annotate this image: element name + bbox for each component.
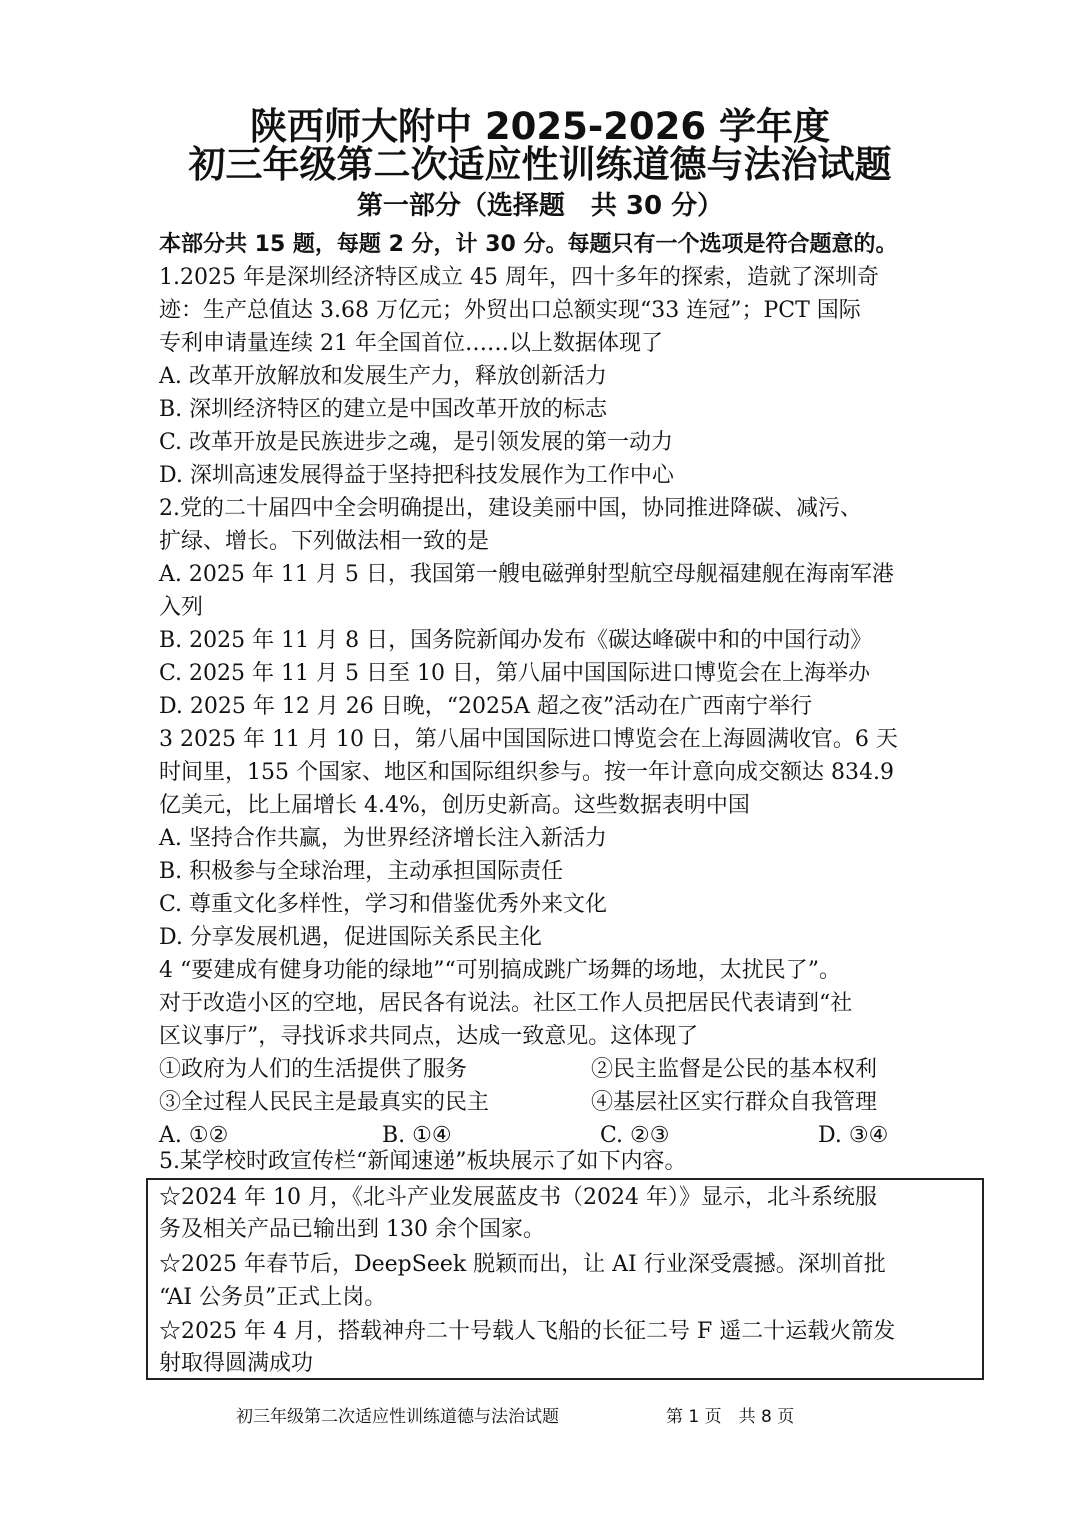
section-heading: 第一部分（选择题 共 30 分）: [356, 191, 724, 221]
q5-news-2-line1: ☆2025 年春节后，DeepSeek 脱颖而出，让 AI 行业深受震撼。深圳首批: [159, 1252, 886, 1277]
q1-stem-line1: 1.2025 年是深圳经济特区成立 45 周年，四十多年的探索，造就了深圳奇: [159, 265, 879, 290]
q5-news-1-line2: 务及相关产品已输出到 130 余个国家。: [159, 1217, 545, 1242]
q2-option-b: B. 2025 年 11 月 8 日，国务院新闻办发布《碳达峰碳中和的中国行动》: [159, 628, 873, 653]
q1-option-b: B. 深圳经济特区的建立是中国改革开放的标志: [159, 397, 608, 422]
q2-option-d: D. 2025 年 12 月 26 日晚，“2025A 超之夜”活动在广西南宁举行: [159, 694, 813, 719]
q4-statement-3: ③全过程人民民主是最真实的民主: [159, 1090, 490, 1115]
q2-option-a: A. 2025 年 11 月 5 日，我国第一艘电磁弹射型航空母舰福建舰在海南军港: [159, 562, 894, 587]
q5-stem: 5.某学校时政宣传栏“新闻速递”板块展示了如下内容。: [159, 1149, 687, 1174]
q4-stem-line1: 4 “要建成有健身功能的绿地”“可别搞成跳广场舞的场地，太扰民了”。: [159, 958, 841, 983]
q3-option-c: C. 尊重文化多样性，学习和借鉴优秀外来文化: [159, 892, 608, 917]
q1-stem-line3: 专利申请量连续 21 年全国首位……以上数据体现了: [159, 331, 663, 356]
q3-stem-line1: 3 2025 年 11 月 10 日，第八届中国国际进口博览会在上海圆满收官。6 天: [159, 727, 898, 752]
q4-stem-line3: 区议事厅”，寻找诉求共同点，达成一致意见。这体现了: [159, 1024, 699, 1049]
q1-option-a: A. 改革开放解放和发展生产力，释放创新活力: [159, 364, 607, 389]
q1-stem-line2: 迹：生产总值达 3.68 万亿元；外贸出口总额实现“33 连冠”；PCT 国际: [159, 298, 861, 323]
q3-option-b: B. 积极参与全球治理，主动承担国际责任: [159, 859, 564, 884]
exam-title-line2: 初三年级第二次适应性训练道德与法治试题: [188, 143, 892, 186]
q2-stem-line2: 扩绿、增长。下列做法相一致的是: [159, 529, 490, 554]
q5-news-2-line2: “AI 公务员”正式上岗。: [159, 1285, 387, 1310]
q4-stem-line2: 对于改造小区的空地，居民各有说法。社区工作人员把居民代表请到“社: [159, 991, 853, 1016]
q3-option-d: D. 分享发展机遇，促进国际关系民主化: [159, 925, 542, 950]
footer-page-number: 第 1 页 共 8 页: [666, 1407, 795, 1427]
q4-statement-2: ②民主监督是公民的基本权利: [591, 1057, 878, 1082]
q2-stem-line1: 2.党的二十届四中全会明确提出，建设美丽中国，协同推进降碳、减污、: [159, 496, 862, 521]
q2-option-a-cont: 入列: [159, 595, 204, 620]
q1-option-d: D. 深圳高速发展得益于坚持把科技发展作为工作中心: [159, 463, 674, 488]
q4-choice-b: B. ①④: [382, 1123, 452, 1148]
q4-choice-d: D. ③④: [818, 1123, 889, 1148]
q1-option-c: C. 改革开放是民族进步之魂，是引领发展的第一动力: [159, 430, 674, 455]
q4-choice-a: A. ①②: [159, 1123, 229, 1148]
q5-news-3-line1: ☆2025 年 4 月，搭载神舟二十号载人飞船的长征二号 F 遥二十运载火箭发: [159, 1319, 896, 1344]
q5-news-3-line2: 射取得圆满成功: [159, 1351, 314, 1376]
q3-stem-line3: 亿美元，比上届增长 4.4%，创历史新高。这些数据表明中国: [159, 793, 750, 818]
instructions: 本部分共 15 题，每题 2 分，计 30 分。每题只有一个选项是符合题意的。: [159, 232, 898, 257]
exam-title-line1: 陕西师大附中 2025-2026 学年度: [249, 105, 831, 148]
q4-statement-1: ①政府为人们的生活提供了服务: [159, 1057, 468, 1082]
q4-choice-c: C. ②③: [600, 1123, 670, 1148]
q4-statement-4: ④基层社区实行群众自我管理: [591, 1090, 878, 1115]
footer-exam-name: 初三年级第二次适应性训练道德与法治试题: [236, 1407, 559, 1427]
q5-news-1-line1: ☆2024 年 10 月，《北斗产业发展蓝皮书（2024 年）》显示，北斗系统服: [159, 1185, 877, 1210]
q2-option-c: C. 2025 年 11 月 5 日至 10 日，第八届中国国际进口博览会在上海举办: [159, 661, 870, 686]
q3-option-a: A. 坚持合作共赢，为世界经济增长注入新活力: [159, 826, 607, 851]
q3-stem-line2: 时间里，155 个国家、地区和国际组织参与。按一年计意向成交额达 834.9: [159, 760, 894, 785]
